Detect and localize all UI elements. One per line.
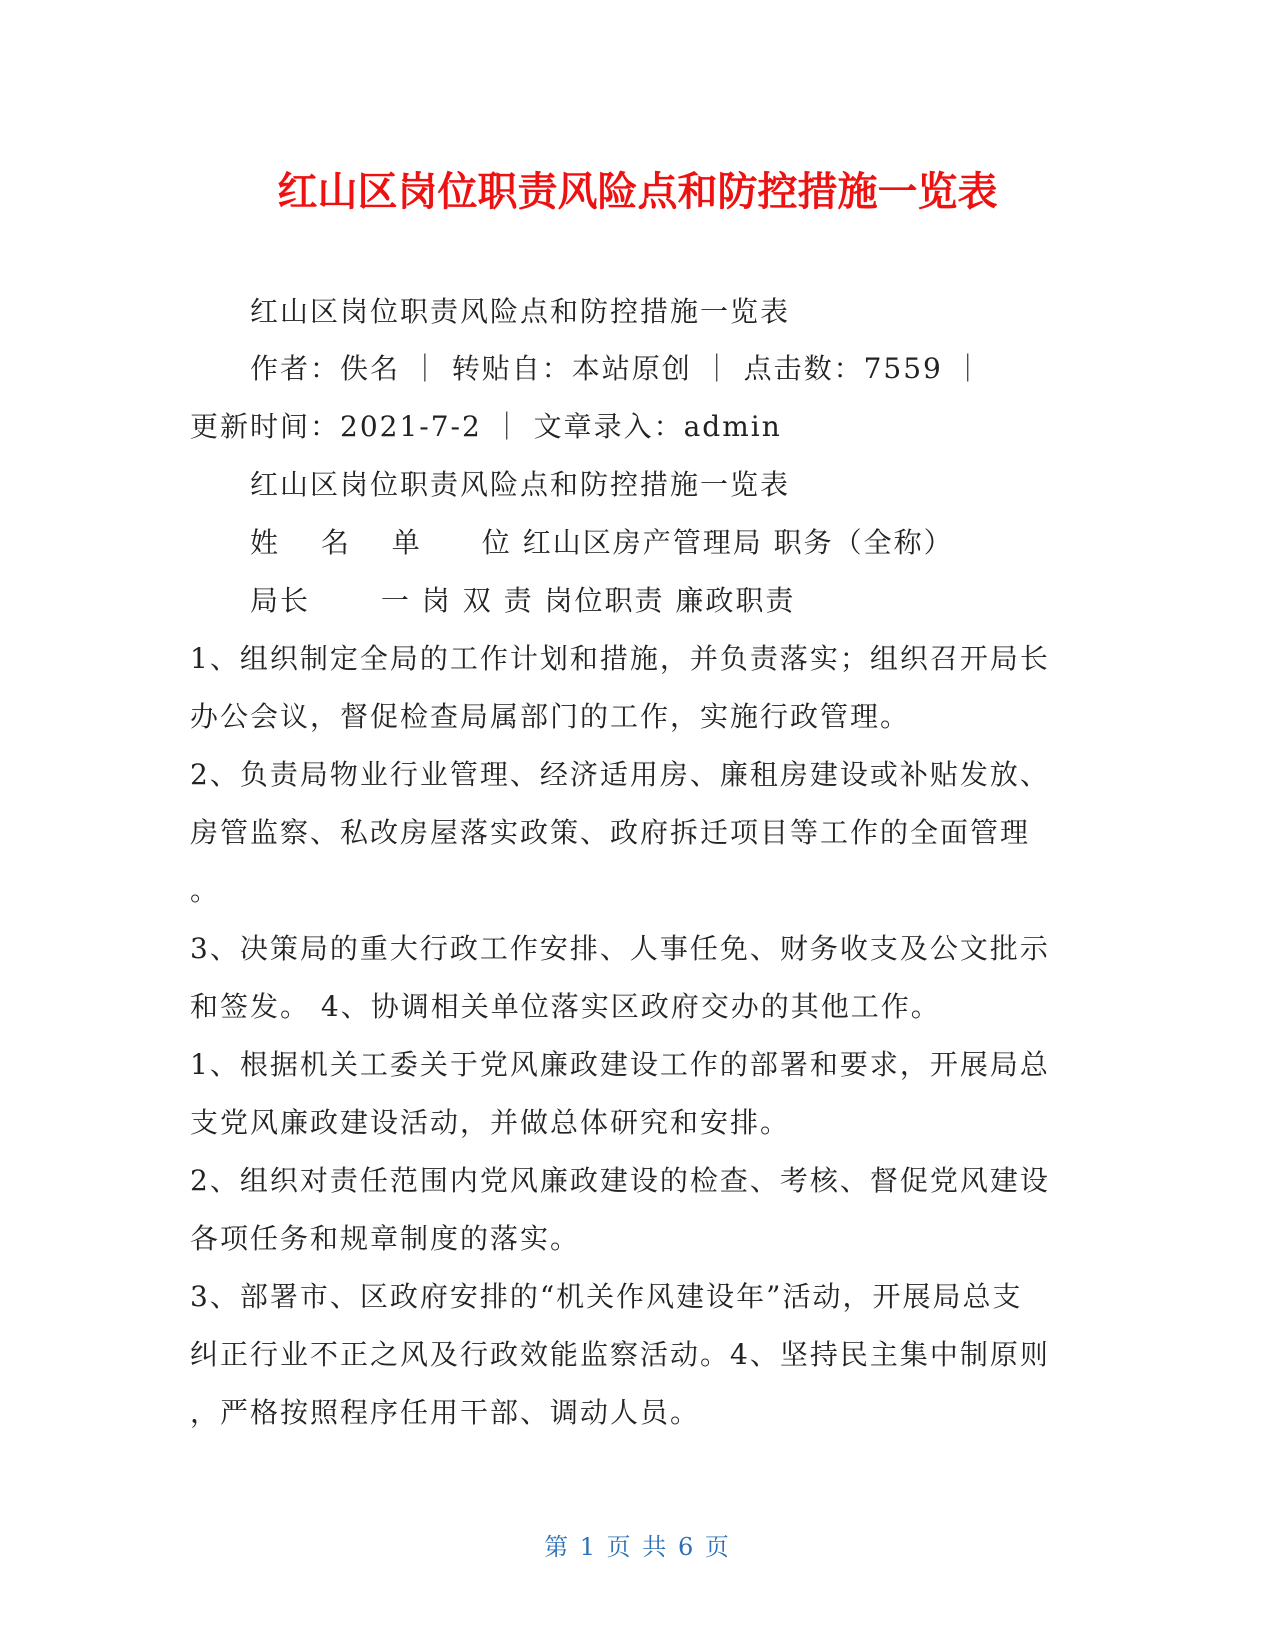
body-line: 1、组织制定全局的工作计划和措施，并负责落实；组织召开局长: [190, 642, 1050, 675]
body-line: 3、部署市、区政府安排的“机关作风建设年”活动，开展局总支: [190, 1280, 1023, 1313]
body-line: 支党风廉政建设活动，并做总体研究和安排。: [190, 1106, 791, 1139]
body-line: 1、根据机关工委关于党风廉政建设工作的部署和要求，开展局总: [190, 1048, 1050, 1081]
form-row-duties: 局长 一 岗 双 责 岗位职责 廉政职责: [250, 584, 796, 617]
page-number-footer: 第 1 页 共 6 页: [544, 1533, 731, 1561]
meta-line-author: 作者：佚名 ｜ 转贴自：本站原创 ｜ 点击数：7559 ｜: [250, 352, 984, 385]
meta-line-updated: 更新时间：2021-7-2 ｜ 文章录入：admin: [190, 410, 782, 443]
body-line: 。: [190, 874, 221, 907]
heading-line: 红山区岗位职责风险点和防控措施一览表: [250, 468, 791, 501]
body-line: 2、负责局物业行业管理、经济适用房、廉租房建设或补贴发放、: [190, 758, 1050, 791]
body-line: 和签发。 4、协调相关单位落实区政府交办的其他工作。: [190, 990, 941, 1023]
form-row-name-unit: 姓 名 单 位 红山区房产管理局 职务（全称）: [250, 526, 954, 559]
body-line: 办公会议，督促检查局属部门的工作，实施行政管理。: [190, 700, 911, 733]
body-line: 房管监察、私改房屋落实政策、政府拆迁项目等工作的全面管理: [190, 816, 1031, 849]
document-title: 红山区岗位职责风险点和防控措施一览表: [277, 169, 998, 215]
subtitle-line: 红山区岗位职责风险点和防控措施一览表: [250, 295, 791, 328]
body-line: 各项任务和规章制度的落实。: [190, 1222, 581, 1255]
body-line: ，严格按照程序任用干部、调动人员。: [190, 1396, 701, 1429]
body-line: 3、决策局的重大行政工作安排、人事任免、财务收支及公文批示: [190, 932, 1050, 965]
body-line: 2、组织对责任范围内党风廉政建设的检查、考核、督促党风建设: [190, 1164, 1050, 1197]
body-line: 纠正行业不正之风及行政效能监察活动。4、坚持民主集中制原则: [190, 1338, 1050, 1371]
